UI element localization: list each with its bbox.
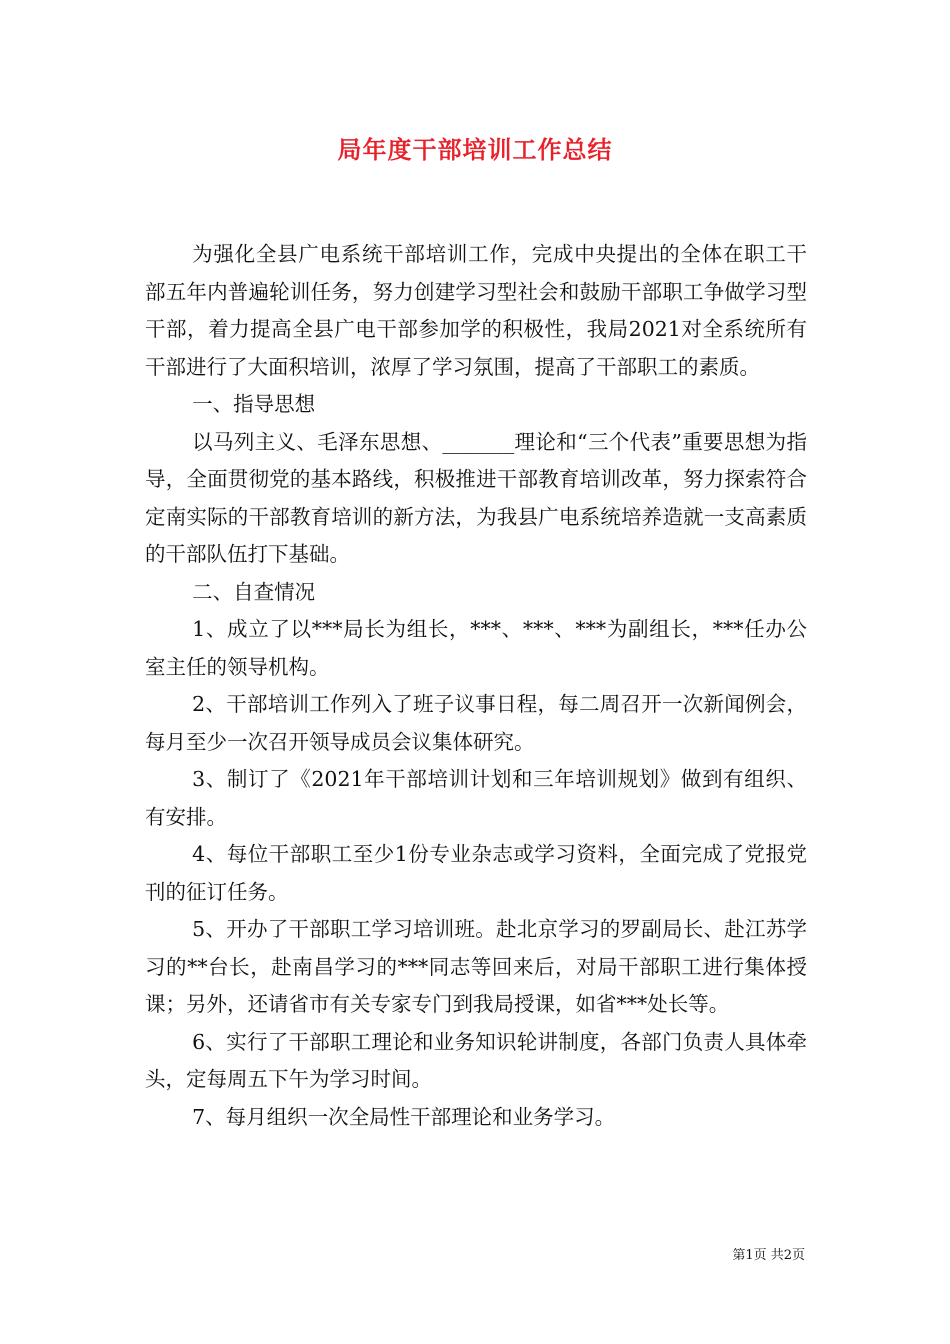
document-body xyxy=(145,236,807,1136)
list-item-4: 4、每位干部职工至少1份专业杂志或学习资料，全面完成了党报党刊的征订任务。 xyxy=(145,842,807,904)
document-title: 局年度干部培训工作总结 xyxy=(337,136,613,164)
list-item-5: 5、开办了干部职工学习培训班。赴北京学习的罗副局长、赴江苏学习的**台长，赴南昌学习的***同志等回来后，对局干部职工进行集体授课；另外，还请省市有关专家专门到我局授课，如省***处长等。 xyxy=(145,917,807,1016)
section-heading-guiding-ideology: 一、指导思想 xyxy=(192,392,316,416)
list-item-3: 3、制订了《2021年干部培训计划和三年培训规划》做到有组织、有安排。 xyxy=(145,767,807,829)
intro-paragraph: 为强化全县广电系统干部培训工作，完成中央提出的全体在职工干部五年内普遍轮训任务，努力创建学习型社会和鼓励干部职工争做学习型干部，着力提高全县广电干部参加学的积极性，我局2021对全系统所有干部进行了大面积培训，浓厚了学习氛围，提高了干部职工的素质。 xyxy=(145,242,807,379)
list-item-2: 2、干部培训工作列入了班子议事日程，每二周召开一次新闻例会，每月至少一次召开领导成员会议集体研究。 xyxy=(145,692,807,754)
list-item-6: 6、实行了干部职工理论和业务知识轮讲制度，各部门负责人具体牵头，定每周五下午为学习时间。 xyxy=(145,1029,807,1091)
list-item-7: 7、每月组织一次全局性干部理论和业务学习。 xyxy=(192,1104,616,1129)
page-number-footer: 第1页 共2页 xyxy=(732,1248,805,1263)
list-item-1: 1、成立了以***局长为组长，***、***、***为副组长，***任办公室主任的领导机构。 xyxy=(145,617,807,679)
guiding-ideology-paragraph: 以马列主义、毛泽东思想、_______理论和“三个代表”重要思想为指导，全面贯彻党的基本路线，积极推进干部教育培训改革，努力探索符合定南实际的干部教育培训的新方法，为我县广电系统培养造就一支高素质的干部队伍打下基础。 xyxy=(145,429,807,566)
section-heading-self-inspection: 二、自查情况 xyxy=(192,579,316,604)
